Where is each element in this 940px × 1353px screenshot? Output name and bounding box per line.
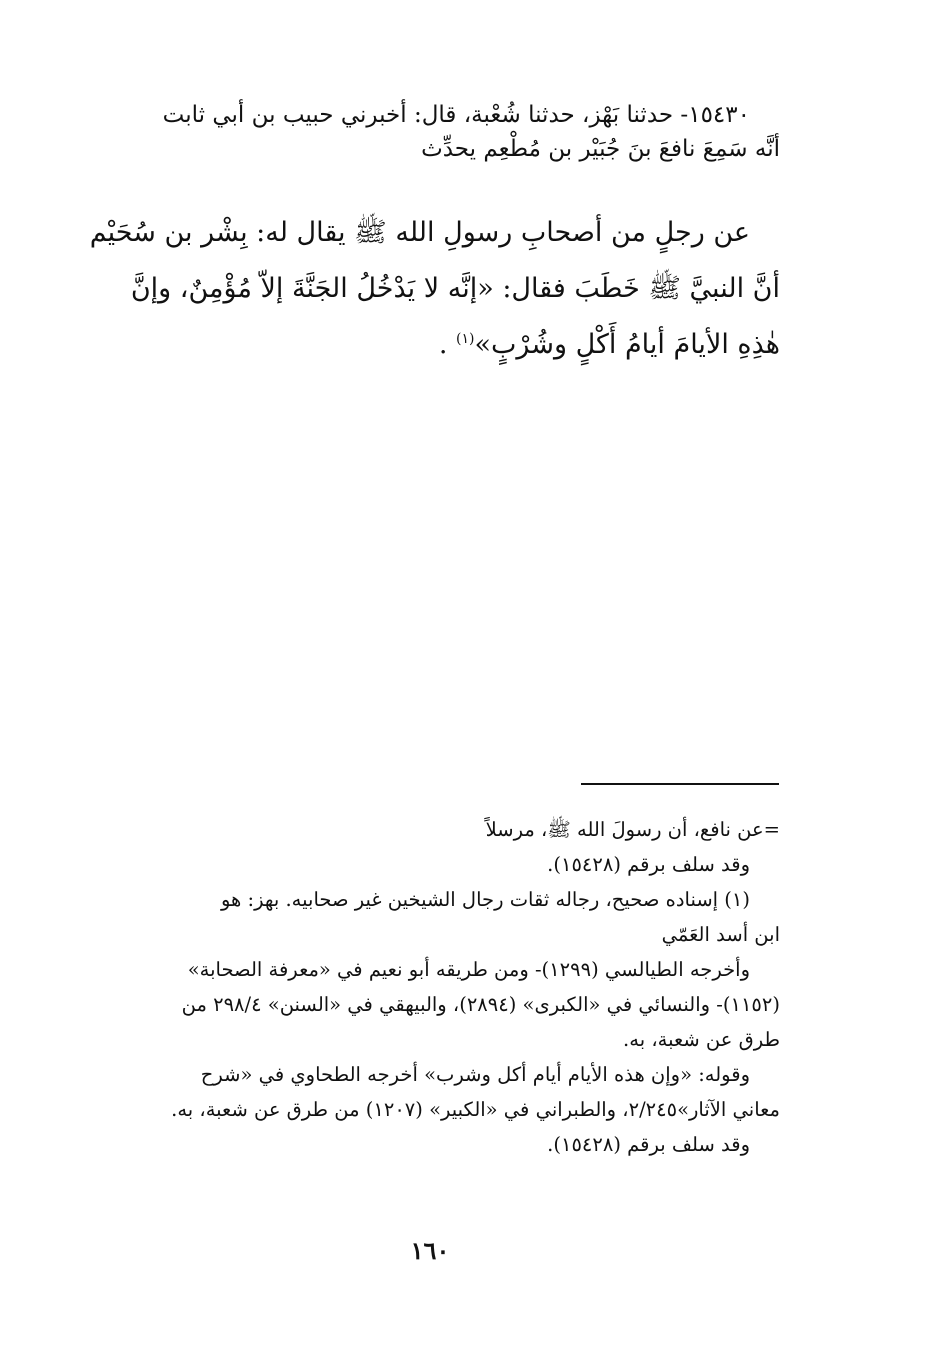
footnotes-section: [75, 812, 780, 1162]
footnote-1-line-1: (١) إسناده صحيح، رجاله ثقات رجال الشيخين غير صحابيه. بهز: هو: [220, 888, 750, 911]
footnote-reference[interactable]: (١): [456, 331, 475, 347]
takhrij-line-2: (١١٥٢)- والنسائي في «الكبرى» (٢٨٩٤)، والبيهقي في «السنن» ٢٩٨/٤ من: [181, 993, 780, 1016]
footnote-continuation-line-2: وقد سلف برقم (١٥٤٢٨).: [547, 853, 750, 876]
footnote-separator: [581, 783, 779, 785]
matn-line-3: [75, 317, 780, 373]
isnad-line-1: ١٥٤٣٠- حدثنا بَهْز، حدثنا شُعْبة، قال: أخبرني حبيب بن أبي ثابت: [162, 102, 750, 128]
footnote-1-line-2: ابن أسد العَمّي: [661, 923, 780, 946]
isnad-line-2: أنَّه سَمِعَ نافعَ بنَ جُبَيْر بن مُطْعِم يحدِّث: [421, 136, 780, 162]
hadith-isnad: [75, 98, 780, 166]
takhrij-line-3: طرق عن شعبة، به.: [623, 1028, 780, 1051]
qawluh-line-3: وقد سلف برقم (١٥٤٢٨).: [547, 1133, 750, 1156]
takhrij-line-1: وأخرجه الطيالسي (١٢٩٩)- ومن طريقه أبو نعيم في «معرفة الصحابة»: [187, 958, 750, 981]
matn-line-3-text: هٰذِهِ الأيامَ أيامُ أَكْلٍ وشُرْبٍ»: [474, 329, 780, 360]
matn-line-1: عن رجلٍ من أصحابِ رسولِ الله ﷺ يقال له: بِشْر بن سُحَيْم: [89, 217, 750, 248]
qawluh-line-2: معاني الآثار»٢/٢٤٥، والطبراني في «الكبير» (١٢٠٧) من طرق عن شعبة، به.: [171, 1098, 780, 1121]
hadith-matn: [75, 205, 780, 373]
qawluh-line-1: وقوله: «وإن هذه الأيام أيام أكل وشرب» أخرجه الطحاوي في «شرح: [200, 1063, 750, 1086]
footnote-continuation-line-1: =عن نافع، أن رسولَ الله ﷺ، مرسلاً: [485, 818, 780, 841]
end-mark: .: [438, 329, 448, 360]
page-number: ١٦٠: [410, 1236, 450, 1265]
matn-line-2: أنَّ النبيَّ ﷺ خَطَبَ فقال: «إنَّه لا يَدْخُلُ الجَنَّةَ إلاّ مُؤْمِنٌ، وإنَّ: [130, 273, 780, 304]
